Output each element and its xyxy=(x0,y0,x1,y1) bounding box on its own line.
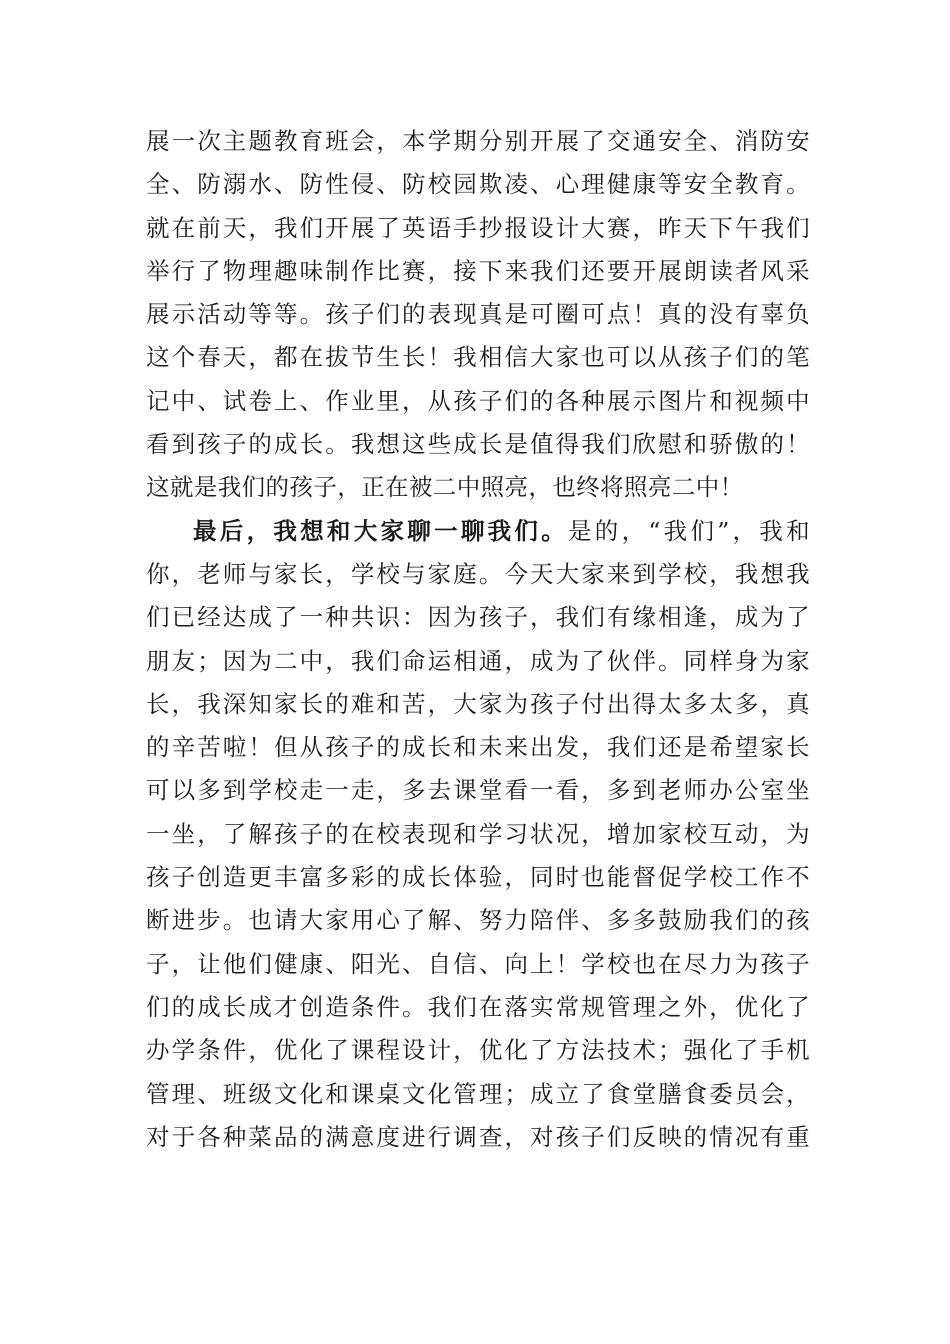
text-line-first xyxy=(146,510,810,553)
text-line: 的辛苦啦！但从孩子的成长和未来出发，我们还是希望家长 xyxy=(146,733,810,762)
text-line: 们已经达成了一种共识：因为孩子，我们有缘相逢，成为了 xyxy=(146,603,810,632)
paragraph-about-us xyxy=(146,510,810,1159)
text-line: 长，我深知家长的难和苦，大家为孩子付出得太多太多，真 xyxy=(146,689,810,718)
text-line: 朋友；因为二中，我们命运相通，成为了伙伴。同样身为家 xyxy=(146,646,810,675)
paragraph-heading: 最后，我想和大家聊一聊我们。 xyxy=(193,516,568,545)
text-line: 一坐，了解孩子的在校表现和学习状况，增加家校互动，为 xyxy=(146,819,810,848)
text-line: 记中、试卷上、作业里，从孩子们的各种展示图片和视频中 xyxy=(146,386,810,415)
text-line: 管理、班级文化和课桌文化管理；成立了食堂膳食委员会， xyxy=(146,1079,810,1108)
text-line: 看到孩子的成长。我想这些成长是值得我们欣慰和骄傲的！ xyxy=(146,430,810,459)
text-line: 子，让他们健康、阳光、自信、向上！学校也在尽力为孩子 xyxy=(146,949,810,978)
text-line: 这个春天，都在拔节生长！我相信大家也可以从孩子们的笔 xyxy=(146,343,810,372)
text-line: 展一次主题教育班会，本学期分别开展了交通安全、消防安 xyxy=(146,127,810,155)
text-line: 你，老师与家长，学校与家庭。今天大家来到学校，我想我 xyxy=(146,559,810,588)
text-line: 可以多到学校走一走，多去课堂看一看，多到老师办公室坐 xyxy=(146,776,810,805)
text-line: 举行了物理趣味制作比赛，接下来我们还要开展朗读者风采 xyxy=(146,256,810,285)
text-line: 孩子创造更丰富多彩的成长体验，同时也能督促学校工作不 xyxy=(146,863,810,892)
text-line: 办学条件，优化了课程设计，优化了方法技术；强化了手机 xyxy=(146,1036,810,1065)
text-line: 们的成长成才创造条件。我们在落实常规管理之外，优化了 xyxy=(146,992,810,1021)
heading-continuation: 是的，“我们”，我和 xyxy=(568,516,810,545)
text-line: 断进步。也请大家用心了解、努力陪伴、多多鼓励我们的孩 xyxy=(146,906,810,935)
text-line: 就在前天，我们开展了英语手抄报设计大赛，昨天下午我们 xyxy=(146,213,810,242)
paragraph-safety-education xyxy=(146,120,810,510)
text-line: 对于各种菜品的满意度进行调查，对孩子们反映的情况有重 xyxy=(146,1122,810,1151)
text-line: 全、防溺水、防性侵、防校园欺凌、心理健康等安全教育。 xyxy=(146,170,810,199)
text-line: 展示活动等等。孩子们的表现真是可圈可点！真的没有辜负 xyxy=(146,300,810,329)
text-line: 这就是我们的孩子，正在被二中照亮，也终将照亮二中！ xyxy=(146,473,744,502)
document-body xyxy=(146,120,810,1159)
